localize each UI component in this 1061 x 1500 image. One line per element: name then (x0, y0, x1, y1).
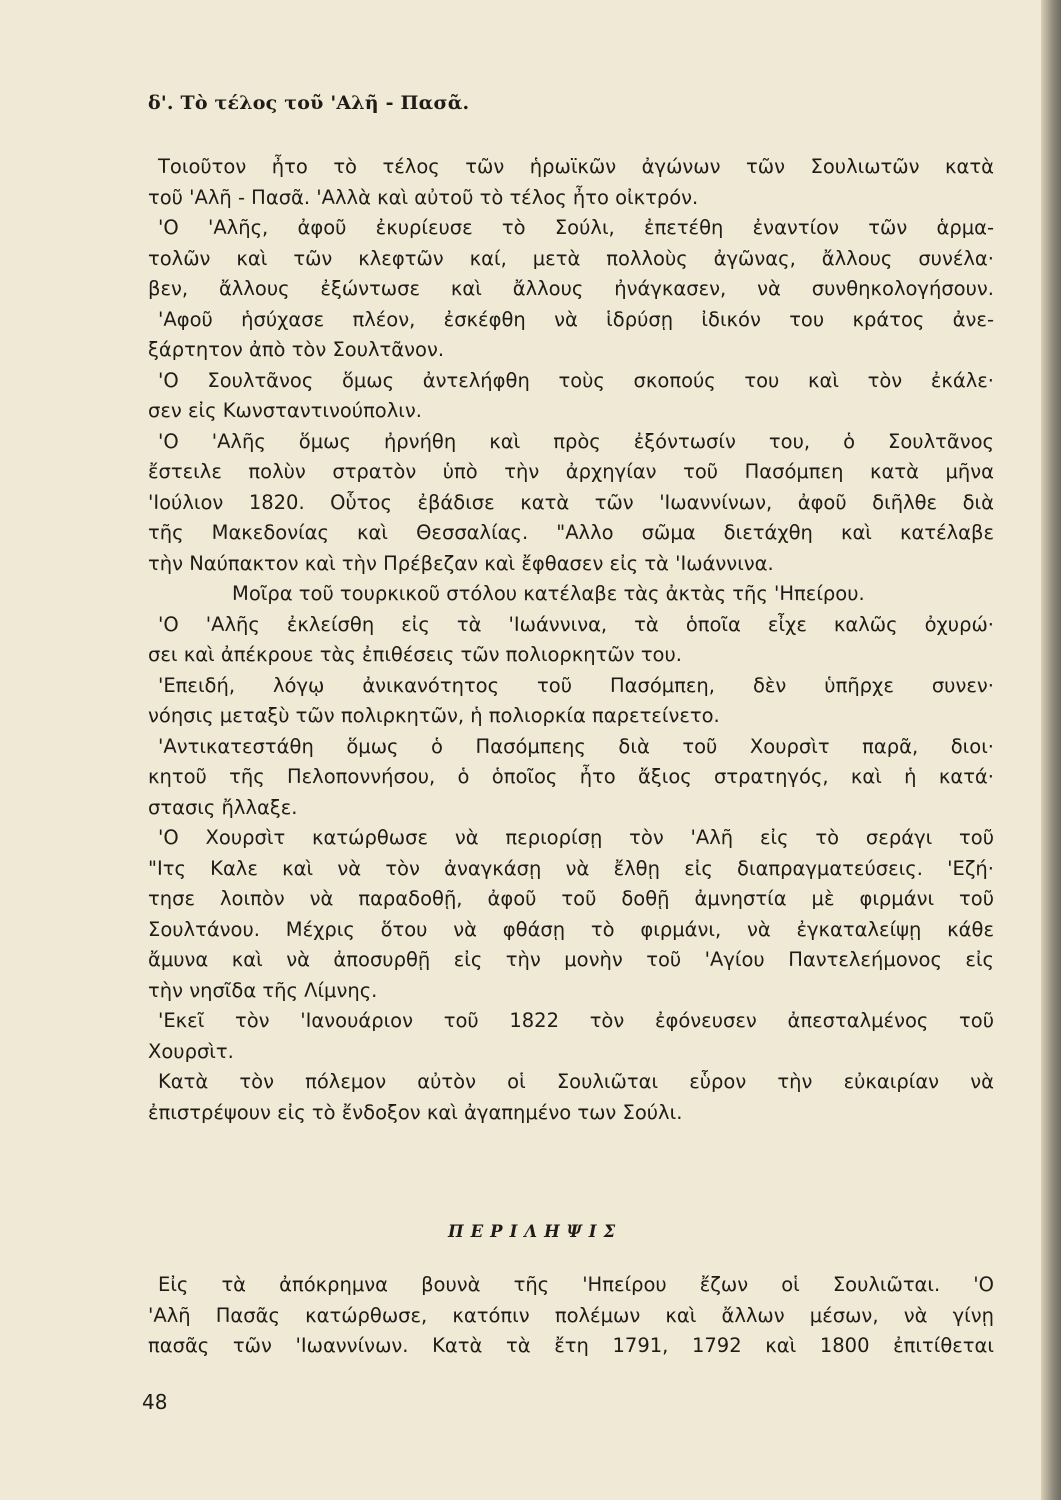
text-line: σεν εἰς Κωνσταντινούπολιν. (148, 399, 422, 422)
text-line: 'Ιούλιον 1820. Οὗτος ἐβάδισε κατὰ τῶν 'Ιωαννίνων, ἀφοῦ διῆλθε διὰ (148, 490, 994, 514)
text-line: 'Αντικατεστάθη ὅμως ὁ Πασόμπεης διὰ τοῦ Χουρσὶτ παρᾶ, διοι· (158, 734, 994, 758)
text-line: στασις ἤλλαξε. (148, 795, 298, 819)
text-line: ἐπιστρέψουν εἰς τὸ ἔνδοξον καὶ ἀγαπημένο των Σούλι. (148, 1100, 683, 1124)
page-edge (1041, 0, 1061, 1500)
text-line: Κατὰ τὸν πόλεμον αὐτὸν οἱ Σουλιῶται εὗρον τὴν εὐκαιρίαν νὰ (158, 1070, 994, 1093)
text-line: Χουρσὶτ. (148, 1039, 234, 1063)
text-line: τησε λοιπὸν νὰ παραδοθῇ, ἀφοῦ τοῦ δοθῇ ἀμνηστία μὲ φιρμάνι τοῦ (148, 887, 994, 910)
text-line: 'Ο 'Αλῆς, ἀφοῦ ἐκυρίευσε τὸ Σούλι, ἐπετέθη ἐναντίον τῶν ἁρμα- (158, 216, 994, 239)
text-line: τολῶν καὶ τῶν κλεφτῶν καί, μετὰ πολλοὺς ἀγῶνας, ἄλλους συνέλα· (148, 246, 994, 270)
text-line: 'Ο 'Αλῆς ὅμως ἠρνήθη καὶ πρὸς ἐξόντωσίν του, ὁ Σουλτᾶνος (158, 429, 994, 453)
text-line: 'Επειδή, λόγῳ ἀνικανότητος τοῦ Πασόμπεη, δὲν ὑπῆρχε συνεν· (158, 673, 994, 697)
text-line: τοῦ 'Αλῆ - Πασᾶ. 'Αλλὰ καὶ αὐτοῦ τὸ τέλος ἦτο οἰκτρόν. (148, 185, 699, 209)
text-line: 'Αλῆ Πασᾶς κατώρθωσε, κατόπιν πολέμων καὶ ἄλλων μέσων, νὰ γίνῃ (148, 1303, 994, 1327)
text-line: "Ιτς Καλε καὶ νὰ τὸν ἀναγκάσῃ νὰ ἔλθῃ εἰς διαπραγματεύσεις. 'Εζή· (148, 856, 994, 880)
text-line: 'Ο Χουρσὶτ κατώρθωσε νὰ περιορίσῃ τὸν 'Αλῆ εἰς τὸ σεράγι τοῦ (158, 826, 994, 849)
text-line: ἔστειλε πολὺν στρατὸν ὑπὸ τὴν ἀρχηγίαν τοῦ Πασόμπεη κατὰ μῆνα (148, 460, 994, 483)
text-line: κητοῦ τῆς Πελοποννήσου, ὁ ὁποῖος ἦτο ἄξιος στρατηγός, καὶ ἡ κατά· (148, 765, 994, 788)
text-line: 'Εκεῖ τὸν 'Ιανουάριον τοῦ 1822 τὸν ἐφόνευσεν ἀπεσταλμένος τοῦ (158, 1009, 994, 1032)
text-line: βεν, ἄλλους ἐξώντωσε καὶ ἄλλους ἠνάγκασεν, νὰ συνθηκολογήσουν. (148, 277, 994, 300)
text-line: Εἰς τὰ ἀπόκρημνα βουνὰ τῆς 'Ηπείρου ἔζων οἱ Σουλιῶται. 'Ο (158, 1273, 994, 1296)
page-number: 48 (142, 1390, 168, 1414)
text-line: ξάρτητον ἀπὸ τὸν Σουλτᾶνον. (148, 338, 445, 361)
text-line: νόησις μεταξὺ τῶν πολιρκητῶν, ἡ πολιορκία παρετείνετο. (148, 704, 720, 727)
summary-heading: ΠΕΡΙΛΗΨΙΣ (448, 1222, 623, 1241)
text-line: Μοῖρα τοῦ τουρκικοῦ στόλου κατέλαβε τὰς ἀκτὰς τῆς 'Ηπείρου. (232, 582, 865, 605)
text-line: ἄμυνα καὶ νὰ ἀποσυρθῇ εἰς τὴν μονὴν τοῦ 'Αγίου Παντελεήμονος εἰς (148, 948, 994, 971)
summary-text (148, 1270, 994, 1362)
text-line: τὴν νησῖδα τῆς Λίμνης. (148, 978, 378, 1002)
text-line: Σουλτάνου. Μέχρις ὅτου νὰ φθάσῃ τὸ φιρμάνι, νὰ ἐγκαταλείψῃ κάθε (148, 917, 994, 941)
section-heading: δ'. Τὸ τέλος τοῦ 'Αλῆ - Πασᾶ. (148, 92, 470, 114)
text-line: σει καὶ ἀπέκρουε τὰς ἐπιθέσεις τῶν πολιορκητῶν του. (148, 643, 682, 666)
text-line: τὴν Ναύπακτον καὶ τὴν Πρέβεζαν καὶ ἔφθασεν εἰς τὰ 'Ιωάννινα. (148, 551, 774, 575)
text-line: 'Ο 'Αλῆς ἐκλείσθη εἰς τὰ 'Ιωάννινα, τὰ ὁποῖα εἶχε καλῶς ὀχυρώ· (158, 612, 994, 636)
text-line: 'Αφοῦ ἡσύχασε πλέον, ἐσκέφθη νὰ ἱδρύσῃ ἰδικόν του κράτος ἀνε- (158, 307, 994, 331)
text-line: πασᾶς τῶν 'Ιωαννίνων. Κατὰ τὰ ἔτη 1791, 1792 καὶ 1800 ἐπιτίθεται (148, 1334, 994, 1357)
body-text (148, 152, 994, 1128)
text-line: τῆς Μακεδονίας καὶ Θεσσαλίας. "Αλλο σῶμα διετάχθη καὶ κατέλαβε (148, 521, 994, 544)
text-line: Τοιοῦτον ἦτο τὸ τέλος τῶν ἡρωϊκῶν ἀγώνων τῶν Σουλιωτῶν κατὰ (158, 155, 994, 178)
text-line: 'Ο Σουλτᾶνος ὅμως ἀντελήφθη τοὺς σκοπούς του καὶ τὸν ἐκάλε· (158, 368, 994, 392)
